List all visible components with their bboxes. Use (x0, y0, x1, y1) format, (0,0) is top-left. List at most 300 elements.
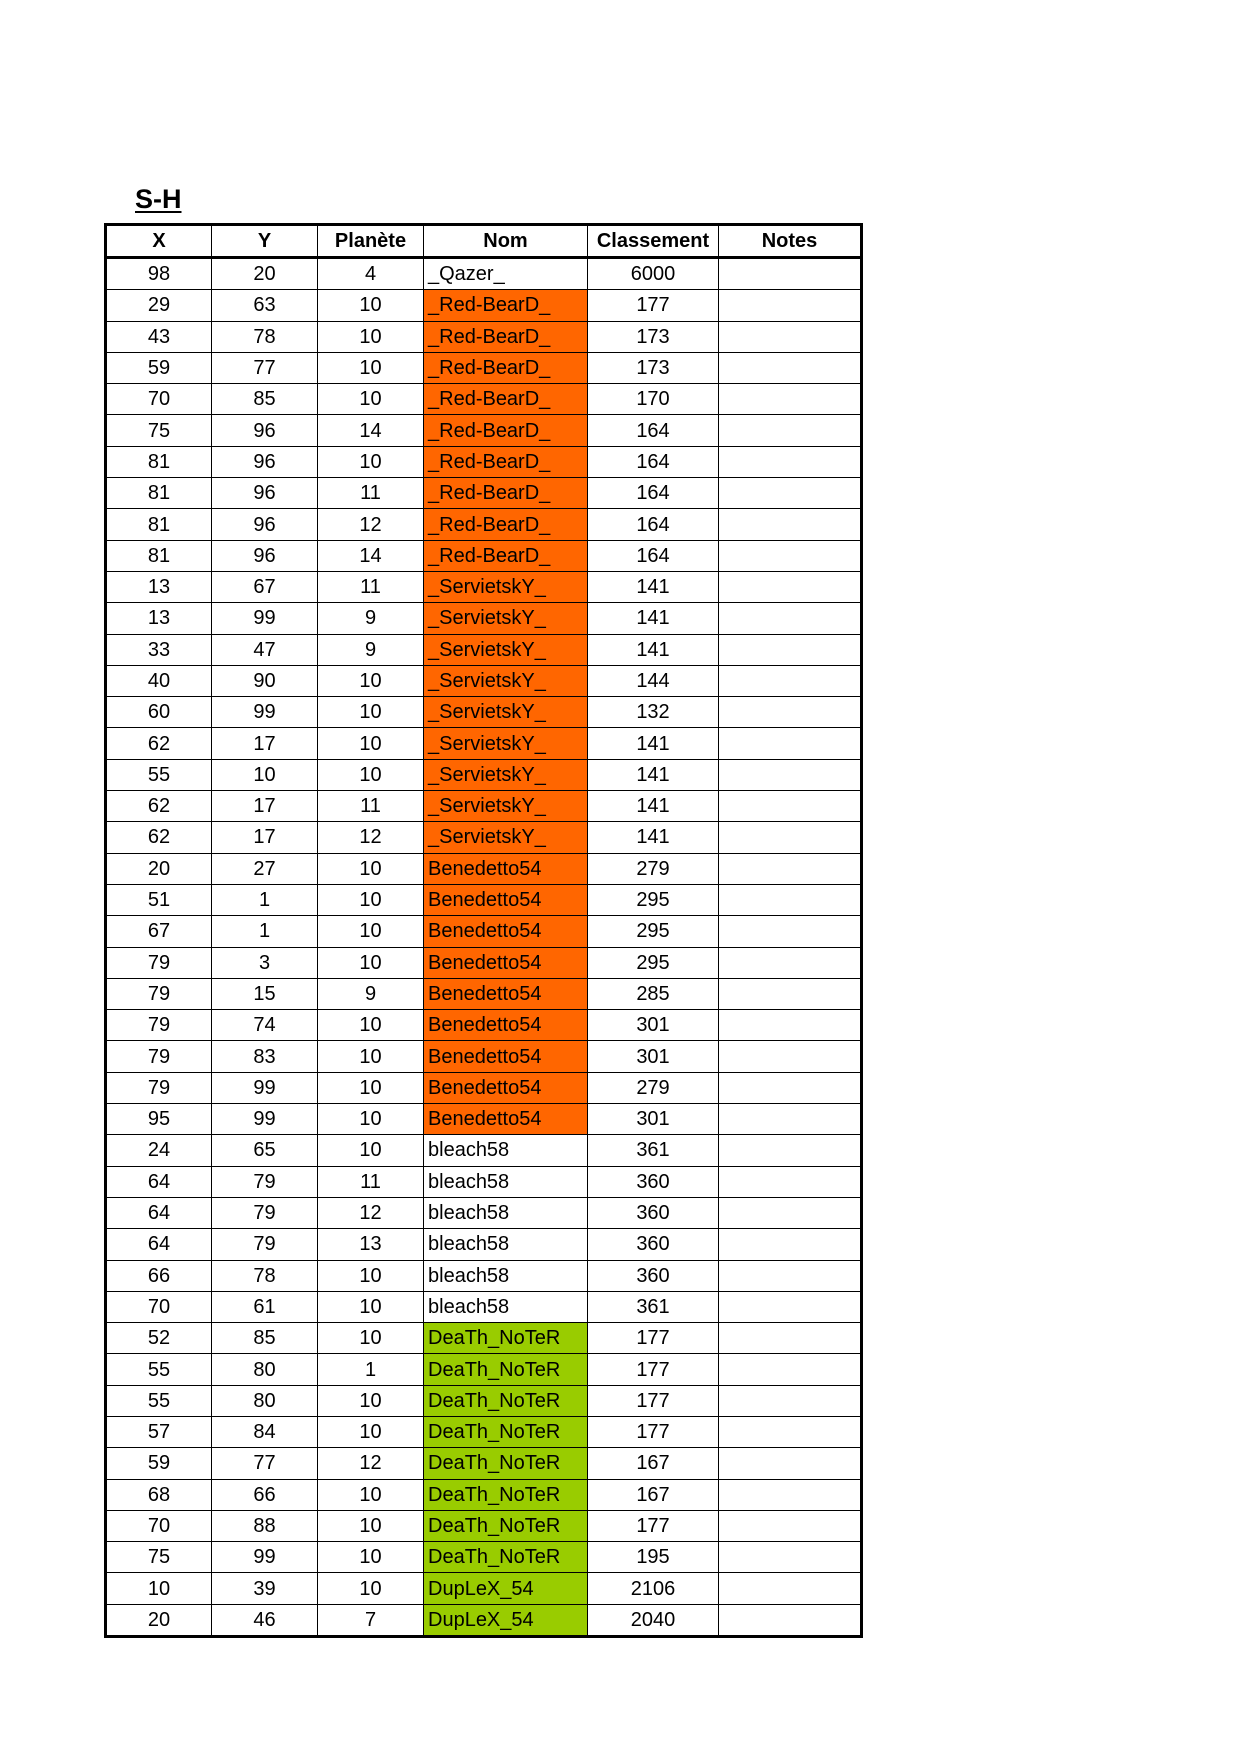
cell-x: 70 (106, 1510, 212, 1541)
cell-nom: _ServietskY_ (424, 759, 588, 790)
cell-y: 99 (212, 603, 318, 634)
column-header-classement: Classement (588, 225, 719, 258)
cell-classement: 177 (588, 1323, 719, 1354)
cell-x: 55 (106, 759, 212, 790)
cell-planete: 12 (318, 822, 424, 853)
cell-x: 67 (106, 916, 212, 947)
cell-planete: 10 (318, 384, 424, 415)
cell-notes (719, 1448, 862, 1479)
cell-x: 79 (106, 1072, 212, 1103)
cell-planete: 10 (318, 853, 424, 884)
cell-notes (719, 1573, 862, 1604)
cell-y: 39 (212, 1573, 318, 1604)
cell-x: 95 (106, 1104, 212, 1135)
cell-nom: bleach58 (424, 1135, 588, 1166)
table-row (106, 884, 862, 915)
table-row (106, 258, 862, 290)
cell-classement: 141 (588, 603, 719, 634)
table-row (106, 603, 862, 634)
cell-planete: 10 (318, 1104, 424, 1135)
cell-nom: _Red-BearD_ (424, 478, 588, 509)
cell-x: 81 (106, 509, 212, 540)
cell-notes (719, 571, 862, 602)
cell-planete: 10 (318, 1135, 424, 1166)
cell-x: 62 (106, 822, 212, 853)
cell-nom: _ServietskY_ (424, 822, 588, 853)
cell-planete: 10 (318, 884, 424, 915)
column-header-x: X (106, 225, 212, 258)
cell-y: 80 (212, 1385, 318, 1416)
cell-y: 84 (212, 1416, 318, 1447)
table-body (106, 258, 862, 1637)
cell-classement: 285 (588, 978, 719, 1009)
cell-y: 17 (212, 822, 318, 853)
cell-notes (719, 1323, 862, 1354)
cell-y: 65 (212, 1135, 318, 1166)
table-row (106, 1604, 862, 1636)
cell-classement: 279 (588, 1072, 719, 1103)
column-header-nom: Nom (424, 225, 588, 258)
cell-nom: bleach58 (424, 1197, 588, 1228)
table-row (106, 571, 862, 602)
cell-planete: 13 (318, 1229, 424, 1260)
cell-x: 33 (106, 634, 212, 665)
cell-x: 64 (106, 1197, 212, 1228)
coordinates-table (104, 223, 863, 1638)
cell-notes (719, 1354, 862, 1385)
cell-x: 79 (106, 1041, 212, 1072)
cell-notes (719, 916, 862, 947)
cell-classement: 177 (588, 1385, 719, 1416)
table-row (106, 728, 862, 759)
cell-y: 96 (212, 478, 318, 509)
cell-nom: _Red-BearD_ (424, 509, 588, 540)
cell-y: 83 (212, 1041, 318, 1072)
cell-notes (719, 1166, 862, 1197)
table-row (106, 1229, 862, 1260)
cell-classement: 164 (588, 540, 719, 571)
cell-nom: _ServietskY_ (424, 791, 588, 822)
cell-nom: Benedetto54 (424, 916, 588, 947)
cell-nom: DeaTh_NoTeR (424, 1323, 588, 1354)
cell-classement: 177 (588, 290, 719, 321)
cell-y: 77 (212, 1448, 318, 1479)
cell-y: 99 (212, 1542, 318, 1573)
cell-notes (719, 540, 862, 571)
cell-classement: 164 (588, 446, 719, 477)
cell-y: 66 (212, 1479, 318, 1510)
table-row (106, 634, 862, 665)
cell-notes (719, 1385, 862, 1416)
cell-planete: 10 (318, 1416, 424, 1447)
cell-planete: 10 (318, 1385, 424, 1416)
cell-x: 75 (106, 415, 212, 446)
cell-notes (719, 384, 862, 415)
cell-nom: DupLeX_54 (424, 1604, 588, 1636)
column-header-planete: Planète (318, 225, 424, 258)
cell-x: 55 (106, 1385, 212, 1416)
cell-notes (719, 853, 862, 884)
table-row (106, 1072, 862, 1103)
table-row (106, 978, 862, 1009)
cell-classement: 6000 (588, 258, 719, 290)
cell-nom: _Red-BearD_ (424, 415, 588, 446)
cell-classement: 301 (588, 1010, 719, 1041)
cell-planete: 10 (318, 916, 424, 947)
cell-planete: 10 (318, 1260, 424, 1291)
cell-y: 1 (212, 884, 318, 915)
cell-notes (719, 1604, 862, 1636)
cell-nom: bleach58 (424, 1229, 588, 1260)
cell-notes (719, 1479, 862, 1510)
cell-nom: _Red-BearD_ (424, 352, 588, 383)
cell-y: 85 (212, 384, 318, 415)
table-row (106, 853, 862, 884)
cell-x: 79 (106, 978, 212, 1009)
table-row (106, 759, 862, 790)
cell-y: 17 (212, 728, 318, 759)
cell-nom: DeaTh_NoTeR (424, 1448, 588, 1479)
cell-notes (719, 822, 862, 853)
cell-planete: 14 (318, 540, 424, 571)
cell-notes (719, 791, 862, 822)
cell-y: 74 (212, 1010, 318, 1041)
cell-classement: 141 (588, 791, 719, 822)
cell-notes (719, 352, 862, 383)
cell-x: 70 (106, 384, 212, 415)
cell-y: 27 (212, 853, 318, 884)
cell-nom: Benedetto54 (424, 978, 588, 1009)
cell-notes (719, 1291, 862, 1322)
cell-x: 60 (106, 697, 212, 728)
cell-planete: 9 (318, 634, 424, 665)
cell-notes (719, 1542, 862, 1573)
cell-notes (719, 697, 862, 728)
cell-x: 13 (106, 571, 212, 602)
cell-classement: 360 (588, 1260, 719, 1291)
cell-planete: 10 (318, 1291, 424, 1322)
cell-nom: bleach58 (424, 1166, 588, 1197)
cell-nom: _Red-BearD_ (424, 321, 588, 352)
table-row (106, 1135, 862, 1166)
header-row (106, 225, 862, 258)
cell-nom: _Red-BearD_ (424, 446, 588, 477)
table-row (106, 1323, 862, 1354)
table-row (106, 916, 862, 947)
cell-classement: 301 (588, 1104, 719, 1135)
cell-notes (719, 478, 862, 509)
cell-y: 15 (212, 978, 318, 1009)
cell-planete: 10 (318, 446, 424, 477)
table-row (106, 1448, 862, 1479)
cell-y: 96 (212, 509, 318, 540)
table-row (106, 1354, 862, 1385)
cell-classement: 361 (588, 1291, 719, 1322)
sheet-title: S-H (135, 184, 182, 214)
cell-nom: Benedetto54 (424, 1041, 588, 1072)
cell-notes (719, 1229, 862, 1260)
cell-y: 80 (212, 1354, 318, 1385)
cell-x: 70 (106, 1291, 212, 1322)
cell-notes (719, 1197, 862, 1228)
cell-x: 20 (106, 853, 212, 884)
cell-y: 79 (212, 1197, 318, 1228)
cell-classement: 295 (588, 947, 719, 978)
cell-notes (719, 1010, 862, 1041)
cell-x: 55 (106, 1354, 212, 1385)
cell-notes (719, 728, 862, 759)
cell-planete: 4 (318, 258, 424, 290)
cell-y: 90 (212, 665, 318, 696)
table-row (106, 415, 862, 446)
cell-x: 66 (106, 1260, 212, 1291)
cell-y: 85 (212, 1323, 318, 1354)
cell-classement: 361 (588, 1135, 719, 1166)
cell-nom: bleach58 (424, 1291, 588, 1322)
cell-planete: 14 (318, 415, 424, 446)
cell-y: 99 (212, 1104, 318, 1135)
cell-nom: _ServietskY_ (424, 697, 588, 728)
cell-classement: 164 (588, 415, 719, 446)
cell-notes (719, 1260, 862, 1291)
cell-classement: 132 (588, 697, 719, 728)
cell-notes (719, 665, 862, 696)
table-row (106, 1291, 862, 1322)
cell-x: 81 (106, 540, 212, 571)
cell-nom: DupLeX_54 (424, 1573, 588, 1604)
table-row (106, 321, 862, 352)
cell-planete: 10 (318, 1010, 424, 1041)
cell-planete: 10 (318, 1072, 424, 1103)
cell-classement: 301 (588, 1041, 719, 1072)
table-row (106, 1573, 862, 1604)
cell-nom: bleach58 (424, 1260, 588, 1291)
cell-nom: DeaTh_NoTeR (424, 1385, 588, 1416)
cell-notes (719, 1135, 862, 1166)
table-row (106, 478, 862, 509)
cell-y: 78 (212, 321, 318, 352)
table-row (106, 791, 862, 822)
cell-y: 3 (212, 947, 318, 978)
cell-notes (719, 1041, 862, 1072)
cell-planete: 10 (318, 665, 424, 696)
cell-notes (719, 1072, 862, 1103)
cell-x: 64 (106, 1166, 212, 1197)
cell-classement: 360 (588, 1229, 719, 1260)
table-row (106, 1041, 862, 1072)
cell-y: 99 (212, 1072, 318, 1103)
cell-planete: 10 (318, 1323, 424, 1354)
cell-x: 24 (106, 1135, 212, 1166)
cell-planete: 9 (318, 978, 424, 1009)
cell-classement: 141 (588, 571, 719, 602)
cell-classement: 177 (588, 1510, 719, 1541)
table-row (106, 1479, 862, 1510)
cell-planete: 7 (318, 1604, 424, 1636)
cell-notes (719, 634, 862, 665)
cell-y: 1 (212, 916, 318, 947)
cell-classement: 195 (588, 1542, 719, 1573)
cell-planete: 10 (318, 321, 424, 352)
cell-planete: 9 (318, 603, 424, 634)
cell-x: 62 (106, 728, 212, 759)
cell-classement: 177 (588, 1416, 719, 1447)
cell-notes (719, 415, 862, 446)
table-row (106, 352, 862, 383)
cell-x: 52 (106, 1323, 212, 1354)
cell-classement: 173 (588, 352, 719, 383)
cell-planete: 10 (318, 728, 424, 759)
cell-notes (719, 321, 862, 352)
cell-y: 46 (212, 1604, 318, 1636)
cell-notes (719, 759, 862, 790)
cell-nom: _ServietskY_ (424, 634, 588, 665)
cell-y: 79 (212, 1166, 318, 1197)
cell-y: 79 (212, 1229, 318, 1260)
cell-nom: Benedetto54 (424, 1104, 588, 1135)
table-row (106, 384, 862, 415)
cell-classement: 173 (588, 321, 719, 352)
cell-classement: 279 (588, 853, 719, 884)
cell-x: 75 (106, 1542, 212, 1573)
cell-classement: 360 (588, 1166, 719, 1197)
table-row (106, 1385, 862, 1416)
cell-planete: 11 (318, 571, 424, 602)
cell-x: 68 (106, 1479, 212, 1510)
cell-planete: 12 (318, 1197, 424, 1228)
cell-y: 77 (212, 352, 318, 383)
cell-notes (719, 1416, 862, 1447)
column-header-notes: Notes (719, 225, 862, 258)
cell-y: 78 (212, 1260, 318, 1291)
cell-y: 10 (212, 759, 318, 790)
cell-notes (719, 978, 862, 1009)
cell-notes (719, 258, 862, 290)
cell-classement: 360 (588, 1197, 719, 1228)
cell-planete: 10 (318, 1041, 424, 1072)
cell-planete: 12 (318, 1448, 424, 1479)
cell-nom: Benedetto54 (424, 884, 588, 915)
cell-nom: _ServietskY_ (424, 728, 588, 759)
table-row (106, 509, 862, 540)
cell-nom: DeaTh_NoTeR (424, 1542, 588, 1573)
cell-y: 17 (212, 791, 318, 822)
cell-planete: 12 (318, 509, 424, 540)
cell-nom: DeaTh_NoTeR (424, 1510, 588, 1541)
cell-nom: _Red-BearD_ (424, 384, 588, 415)
cell-notes (719, 1510, 862, 1541)
cell-nom: _Red-BearD_ (424, 540, 588, 571)
cell-planete: 10 (318, 947, 424, 978)
cell-classement: 2106 (588, 1573, 719, 1604)
cell-y: 99 (212, 697, 318, 728)
cell-planete: 10 (318, 1573, 424, 1604)
cell-y: 88 (212, 1510, 318, 1541)
cell-classement: 141 (588, 822, 719, 853)
cell-classement: 295 (588, 884, 719, 915)
cell-x: 81 (106, 478, 212, 509)
cell-planete: 10 (318, 697, 424, 728)
cell-x: 62 (106, 791, 212, 822)
cell-nom: _ServietskY_ (424, 571, 588, 602)
cell-nom: _Qazer_ (424, 258, 588, 290)
cell-planete: 10 (318, 290, 424, 321)
cell-y: 96 (212, 540, 318, 571)
cell-classement: 141 (588, 728, 719, 759)
cell-notes (719, 509, 862, 540)
cell-nom: _Red-BearD_ (424, 290, 588, 321)
cell-classement: 177 (588, 1354, 719, 1385)
cell-x: 20 (106, 1604, 212, 1636)
table-row (106, 540, 862, 571)
cell-y: 67 (212, 571, 318, 602)
cell-x: 79 (106, 1010, 212, 1041)
cell-x: 43 (106, 321, 212, 352)
cell-nom: Benedetto54 (424, 1072, 588, 1103)
table-row (106, 1010, 862, 1041)
cell-nom: Benedetto54 (424, 947, 588, 978)
cell-planete: 10 (318, 759, 424, 790)
cell-x: 29 (106, 290, 212, 321)
cell-planete: 11 (318, 791, 424, 822)
table-row (106, 1166, 862, 1197)
cell-x: 13 (106, 603, 212, 634)
table-row (106, 1416, 862, 1447)
cell-notes (719, 290, 862, 321)
cell-y: 47 (212, 634, 318, 665)
cell-notes (719, 446, 862, 477)
cell-x: 59 (106, 1448, 212, 1479)
cell-classement: 164 (588, 478, 719, 509)
cell-x: 57 (106, 1416, 212, 1447)
cell-nom: _ServietskY_ (424, 665, 588, 696)
cell-x: 98 (106, 258, 212, 290)
cell-notes (719, 947, 862, 978)
cell-classement: 144 (588, 665, 719, 696)
cell-planete: 10 (318, 1542, 424, 1573)
cell-y: 61 (212, 1291, 318, 1322)
cell-planete: 10 (318, 352, 424, 383)
cell-classement: 164 (588, 509, 719, 540)
cell-nom: Benedetto54 (424, 853, 588, 884)
cell-classement: 141 (588, 759, 719, 790)
table-row (106, 290, 862, 321)
cell-planete: 10 (318, 1479, 424, 1510)
cell-nom: DeaTh_NoTeR (424, 1354, 588, 1385)
cell-x: 79 (106, 947, 212, 978)
cell-x: 51 (106, 884, 212, 915)
cell-y: 63 (212, 290, 318, 321)
table-row (106, 1197, 862, 1228)
cell-nom: Benedetto54 (424, 1010, 588, 1041)
table-row (106, 1542, 862, 1573)
cell-planete: 10 (318, 1510, 424, 1541)
cell-x: 40 (106, 665, 212, 696)
cell-y: 96 (212, 415, 318, 446)
cell-classement: 167 (588, 1479, 719, 1510)
cell-classement: 141 (588, 634, 719, 665)
cell-classement: 2040 (588, 1604, 719, 1636)
cell-notes (719, 884, 862, 915)
cell-classement: 167 (588, 1448, 719, 1479)
cell-x: 59 (106, 352, 212, 383)
cell-nom: DeaTh_NoTeR (424, 1416, 588, 1447)
table-row (106, 1104, 862, 1135)
cell-planete: 11 (318, 478, 424, 509)
table-row (106, 1260, 862, 1291)
table-row (106, 665, 862, 696)
cell-notes (719, 1104, 862, 1135)
